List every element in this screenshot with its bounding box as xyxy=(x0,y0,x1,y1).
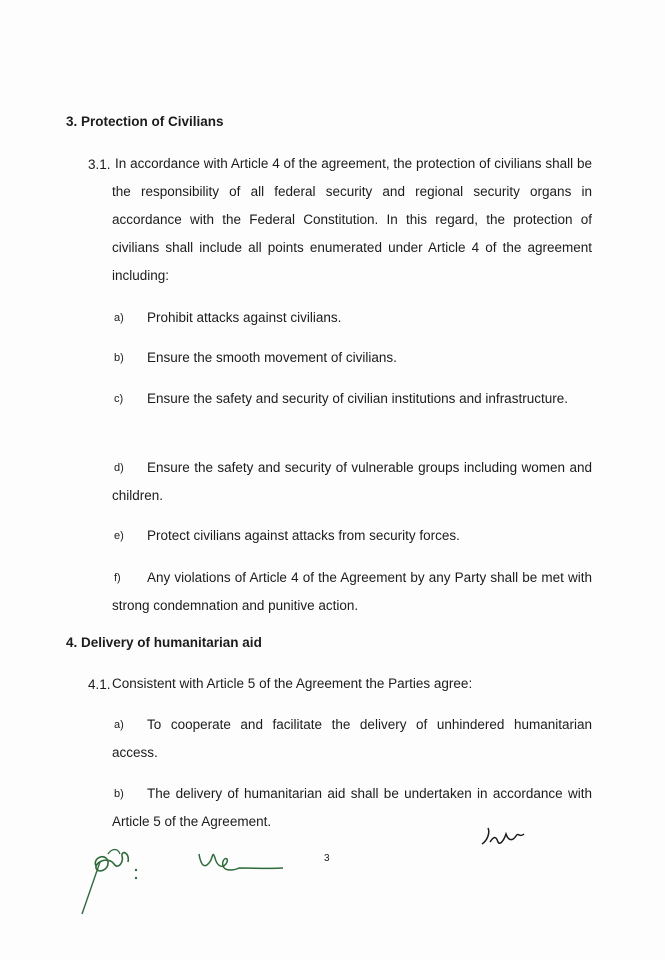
handwritten-initials-center xyxy=(195,848,285,878)
item-3-b-letter: b) xyxy=(114,352,124,364)
item-3-f-letter: f) xyxy=(114,572,121,584)
item-3-a-text: Prohibit attacks against civilians. xyxy=(147,310,342,325)
item-3-e-text: Protect civilians against attacks from security forces. xyxy=(147,528,460,543)
item-3-c-letter: c) xyxy=(114,393,124,405)
item-4-a-text: To cooperate and facilitate the delivery of unhindered humanitarian access. xyxy=(112,717,592,760)
item-3-a-letter: a) xyxy=(114,312,124,324)
item-3-c-text: Ensure the safety and security of civilian institutions and infrastructure. xyxy=(147,391,568,406)
item-3-e-letter: e) xyxy=(114,530,124,542)
item-3-b-text: Ensure the smooth movement of civilians. xyxy=(147,350,397,365)
section-4-title: 4. Delivery of humanitarian aid xyxy=(66,635,262,650)
handwritten-initials-right xyxy=(478,822,528,850)
clause-3-1-text: In accordance with Article 4 of the agreement, the protection of civilians shall be the responsibility of all federal security and regional security organs in accordance with the Federal Constitution. In this regard, the protection of civilians shall include all points enumerated under Article 4 of the agreement including: xyxy=(112,156,592,283)
page-number: 3 xyxy=(324,853,330,864)
item-4-a-letter: a) xyxy=(114,719,124,731)
item-3-d-text: Ensure the safety and security of vulnerable groups including women and children. xyxy=(112,460,592,503)
section-3-title: 3. Protection of Civilians xyxy=(66,114,224,129)
clause-4-1-number: 4.1. xyxy=(88,677,111,692)
item-3-d-letter: d) xyxy=(114,462,124,474)
handwritten-initials-left xyxy=(78,840,148,920)
clause-3-1-number: 3.1. xyxy=(88,157,111,172)
item-4-b-letter: b) xyxy=(114,788,124,800)
clause-4-1-text: Consistent with Article 5 of the Agreement the Parties agree: xyxy=(112,676,473,691)
item-3-f-text: Any violations of Article 4 of the Agreement by any Party shall be met with strong condemnation and punitive action. xyxy=(112,570,592,613)
item-4-b-text: The delivery of humanitarian aid shall be undertaken in accordance with Article 5 of the Agreement. xyxy=(112,786,592,829)
